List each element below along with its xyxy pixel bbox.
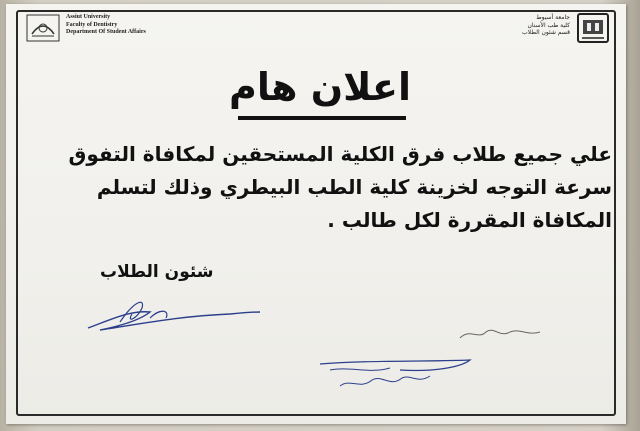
header-english	[66, 14, 146, 37]
notice-title: اعلان هام	[229, 65, 411, 109]
handwritten-note	[310, 320, 570, 400]
header-en-line-3: Department Of Student Affairs	[66, 29, 146, 35]
faculty-emblem-icon	[26, 14, 60, 42]
header-ar-line-2: كلية طب الأسنان	[527, 21, 570, 29]
header-ar-line-1: جامعة أسيوط	[536, 14, 570, 21]
signature	[80, 290, 270, 340]
header-en-line-1: Assiut University	[66, 14, 111, 20]
issuer-label: شئون الطلاب	[100, 262, 214, 282]
header-arabic	[522, 14, 570, 37]
header-en-line-2: Faculty of Dentistry	[66, 21, 118, 28]
university-emblem-icon	[576, 12, 610, 44]
header-ar-line-3: قسم شئون الطلاب	[521, 29, 570, 36]
notice-body: علي جميع طلاب فرق الكلية المستحقين لمكافاة التفوق سرعة التوجه لخزينة كلية الطب البيطري وذلك لتسلم المكافاة المقررة لكل طالب .	[68, 142, 612, 232]
title-underline	[238, 116, 406, 120]
